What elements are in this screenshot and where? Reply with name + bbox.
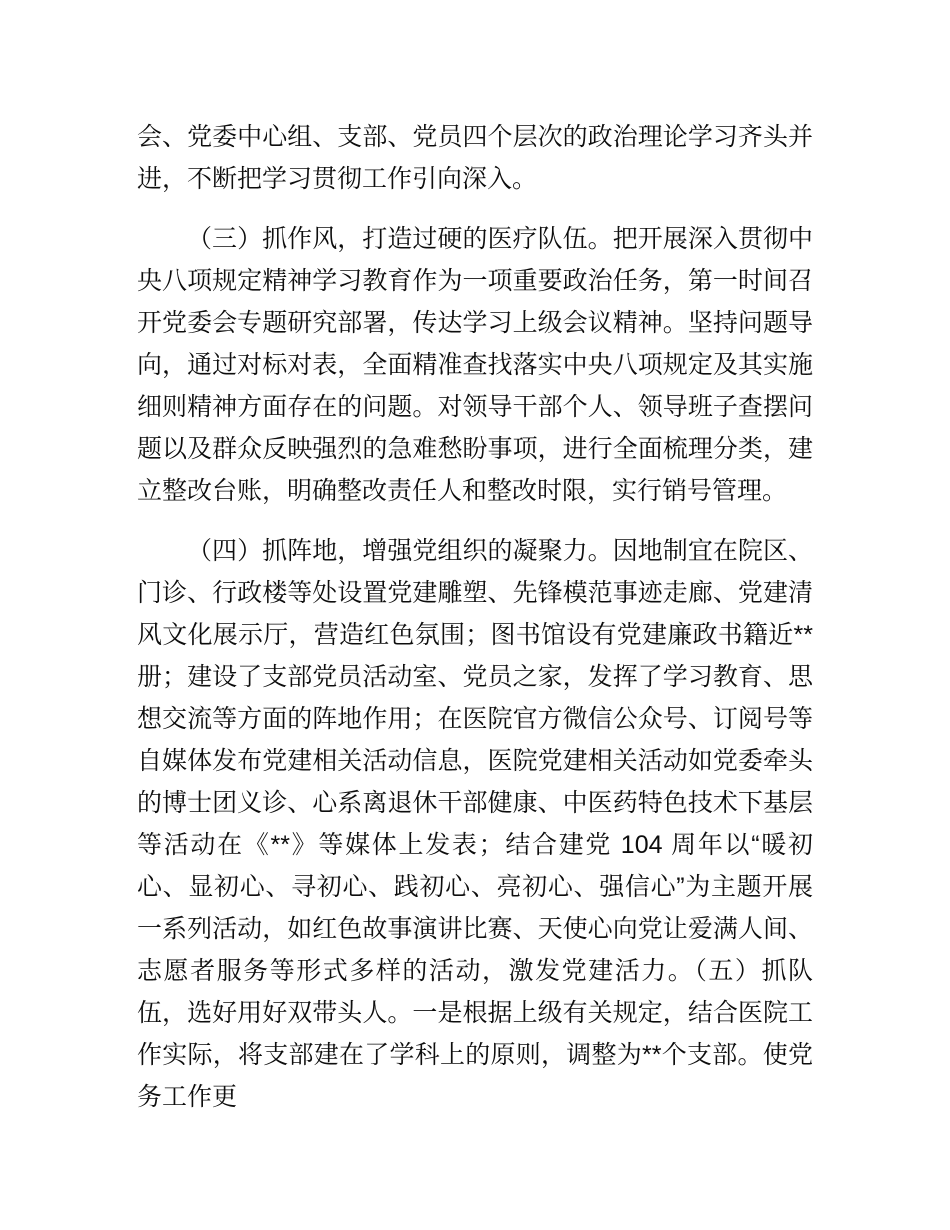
document-text-body — [137, 116, 813, 1118]
paragraph-section-4-positions: （四）抓阵地，增强党组织的凝聚力。因地制宜在院区、门诊、行政楼等处设置党建雕塑、先锋模范事迹走廊、党建清风文化展示厅，营造红色氛围；图书馆设有党建廉政书籍近**册；建设了支部党员活动室、党员之家，发挥了学习教育、思想交流等方面的阵地作用；在医院官方微信公众号、订阅号等自媒体发布党建相关活动信息，医院党建相关活动如党委牵头的博士团义诊、心系离退休干部健康、中医药特色技术下基层等活动在《**》等媒体上发表；结合建党 104 周年以“暖初心、显初心、寻初心、践初心、亮初心、强信心”为主题开展一系列活动，如红色故事演讲比赛、天使心向党让爱满人间、志愿者服务等形式多样的活动，激发党建活力。（五）抓队伍，选好用好双带头人。一是根据上级有关规定，结合医院工作实际，将支部建在了学科上的原则，调整为**个支部。使党务工作更 — [137, 537, 813, 1111]
paragraph-section-3-work-style: （三）抓作风，打造过硬的医疗队伍。把开展深入贯彻中央八项规定精神学习教育作为一项重要政治任务，第一时间召开党委会专题研究部署，传达学习上级会议精神。坚持问题导向，通过对标对表，全面精准查找落实中央八项规定及其实施细则精神方面存在的问题。对领导干部个人、领导班子查摆问题以及群众反映强烈的急难愁盼事项，进行全面梳理分类，建立整改台账，明确整改责任人和整改时限，实行销号管理。 — [137, 225, 813, 505]
paragraph-continuation: 会、党委中心组、支部、党员四个层次的政治理论学习齐头并进，不断把学习贯彻工作引向深入。 — [137, 123, 813, 193]
